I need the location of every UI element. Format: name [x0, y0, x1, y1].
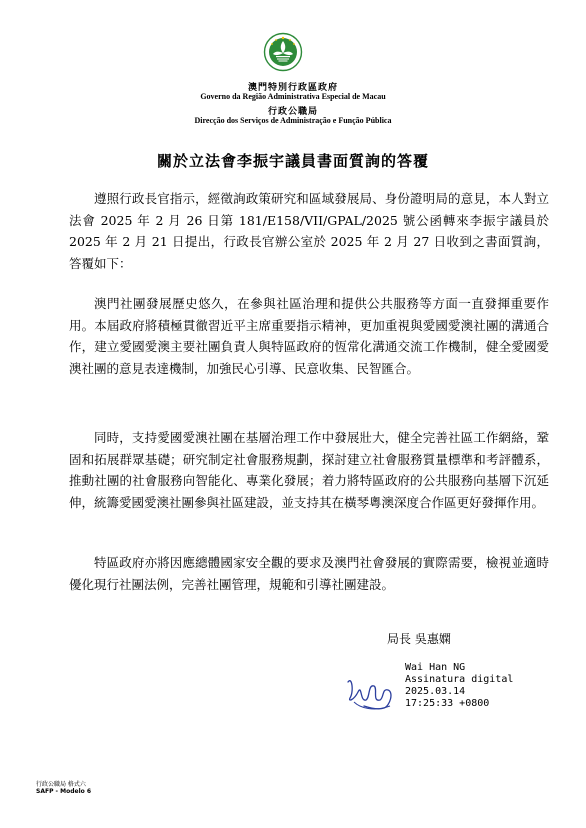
macau-emblem-icon: [263, 32, 303, 72]
paragraph-4: 特區政府亦將因應總體國家安全觀的要求及澳門社會發展的實際需要，檢視並適時優化現行社團法例，完善社團管理，規範和引導社團建設。: [69, 555, 549, 592]
document-title: 關於立法會李振宇議員書面質詢的答覆: [156, 152, 429, 170]
bureau-name-zh: 行政公職局: [267, 107, 318, 117]
paragraph-3: 同時，支持愛國愛澳社團在基層治理工作中發展壯大，健全完善社區工作網絡，鞏固和拓展群眾基礎；研究制定社會服務規劃，探討建立社會服務質量標準和考評體系，推動社團的社會服務向智能化、專業化發展；着力將特區政府的公共服務向基層下沉延伸，統籌愛國愛澳社團參與社區建設，並支持其在橫琴粵澳深度合作區更好發揮作用。: [69, 430, 549, 510]
bureau-name-pt: Direcção dos Serviços de Administração e Função Pública: [194, 116, 392, 125]
form-code-zh: 行政公職局 格式六: [36, 781, 86, 788]
emblem-caption: MACAU: [276, 65, 290, 70]
government-name-pt: Governo da Região Administrativa Especial de Macau: [200, 92, 386, 101]
digital-signature-stamp: Wai Han NG Assinatura digital 2025.03.14 17:25:33 +0800: [405, 662, 514, 709]
paragraph-2: 澳門社團發展歷史悠久，在參與社區治理和提供公共服務等方面一直發揮重要作用。本屆政府將積極貫徹習近平主席重要指示精神，更加重視與愛國愛澳社團的溝通合作，建立愛國愛澳主要社團負責人與特區政府的恆常化溝通交流工作機制，健全愛國愛澳社團的意見表達機制，加強民心引導、民意收集、民智匯合。: [69, 296, 549, 376]
government-name-zh: 澳門特別行政區政府: [247, 83, 338, 93]
signatory-title-name: 局長 吳惠嫻: [387, 632, 451, 646]
paragraph-1: 遵照行政長官指示，經徵詢政策研究和區域發展局、身份證明局的意見，本人對立法會 2025 年 2 月 26 日第 181/E158/VII/GPAL/2025 號公函轉來李振宇議員於 2025 年 2 月 21 日提出，行政長官辦公室於 2025 年 2 月 27 日收到之書面質詢，答覆如下：: [69, 191, 549, 271]
form-code-pt: SAFP - Modelo 6: [36, 788, 92, 795]
handwritten-signature-icon: [340, 662, 410, 718]
